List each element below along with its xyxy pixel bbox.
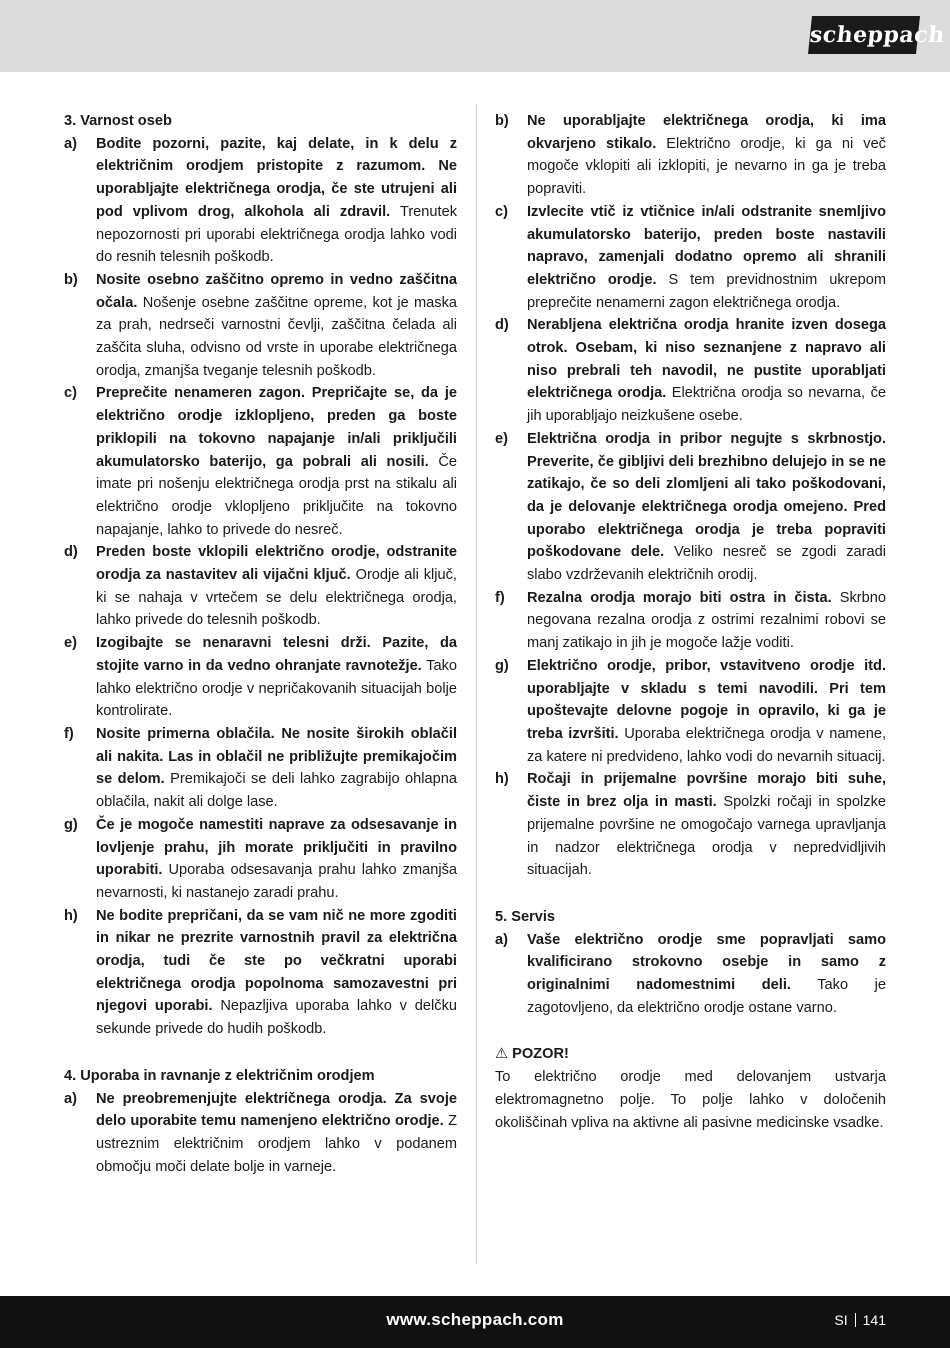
section-heading: 5. Servis xyxy=(495,908,556,925)
item-text xyxy=(527,314,886,428)
item-bold-text: Bodite pozorni, pazite, kaj delate, in k delu z električnim orodjem pristopite z razumom. Ne uporabljajte električnega orodja, če ste utrujeni ali pod vplivom drog, alkohola ali zdravil. xyxy=(96,135,457,220)
language-code: SI xyxy=(834,1312,848,1328)
item-text xyxy=(96,1088,457,1179)
item-text xyxy=(96,905,457,1041)
item-bold-text: Nerabljena električna orodja hranite izven dosega otrok. Osebam, ki niso seznanjene z napravo ali niso prebrali teh navodil, ne pustite uporabljati električnega orodja. xyxy=(527,317,886,402)
list-item xyxy=(64,133,457,269)
item-bold-text: Ročaji in prijemalne površine morajo biti suhe, čiste in brez olja in masti. xyxy=(527,771,886,811)
list-item xyxy=(495,929,886,1020)
section-gap xyxy=(495,882,886,906)
column-divider xyxy=(476,104,477,1264)
item-body-text: Skrbno negovana rezalna orodja z ostrimi rezalnimi robovi se manj zatikajo in jih je mogoče lažje voditi. xyxy=(527,589,886,652)
item-bold-text: Izogibajte se nenaravni telesni drži. Pazite, da stojite varno in da vedno ohranjate ravnotežje. xyxy=(96,635,457,674)
warning-triangle-icon: ⚠ xyxy=(495,1046,509,1063)
list-item xyxy=(64,1088,457,1179)
item-body-text: Če imate pri nošenju električnega orodja prst na stikalu ali električno orodje vklopljeno priključite na tokovno napajanje, lahko to privede do nesreč. xyxy=(96,453,457,538)
item-text xyxy=(527,587,886,655)
item-bold-text: Preprečite nenameren zagon. Prepričajte se, da je električno orodje izklopljeno, preden ga boste priklopili na tokovno napajanje in/ali priključili akumulatorsko baterijo, ga pobrali ali nosili. xyxy=(96,385,457,470)
list-item xyxy=(64,632,457,723)
list-item xyxy=(495,768,886,882)
scheppach-logo: scheppach xyxy=(808,16,920,54)
item-text xyxy=(96,133,457,269)
right-column xyxy=(495,110,886,1134)
item-body-text: Z ustreznim električnim orodjem lahko v podanem območju moči delate bolje in varneje. xyxy=(96,1113,457,1175)
item-body-text: Tako lahko električno orodje v nepričakovanih situacijah bolje kontrolirate. xyxy=(96,657,457,720)
section-tool-use-continued xyxy=(495,110,886,882)
section-gap xyxy=(64,1041,457,1065)
item-letter: g) xyxy=(64,816,78,833)
item-text xyxy=(96,632,457,723)
list-item xyxy=(64,814,457,905)
section-gap xyxy=(495,1019,886,1043)
item-text xyxy=(96,269,457,383)
item-bold-text: Izvlecite vtič iz vtičnice in/ali odstranite snemljivo akumulatorsko baterijo, preden boste nastavili napravo, zamenjali dodatno opremo ali shranili električno orodje. xyxy=(527,203,886,288)
item-text xyxy=(527,428,886,587)
item-text xyxy=(96,541,457,632)
item-letter: h) xyxy=(495,771,509,788)
item-text xyxy=(527,110,886,201)
item-text xyxy=(96,814,457,905)
item-letter: c) xyxy=(495,203,508,220)
item-letter: a) xyxy=(495,931,508,948)
list-item xyxy=(495,201,886,315)
item-bold-text: Električno orodje, pribor, vstavitveno orodje itd. uporabljajte v skladu s temi navodili. Pri tem upoštevajte delovne pogoje in opravilo, ki ga je treba izvršiti. xyxy=(527,657,886,742)
item-body-text: Veliko nesreč se zgodi zaradi slabo vzdrževanih električnih orodij. xyxy=(527,544,886,584)
item-text xyxy=(527,768,886,882)
section-personal-safety xyxy=(64,110,457,1041)
list-item xyxy=(64,269,457,383)
item-body-text: Električna orodja so nevarna, če jih uporabljajo neizkušene osebe. xyxy=(527,385,886,425)
list-item xyxy=(495,587,886,655)
item-letter: f) xyxy=(64,725,74,742)
item-body-text: Premikajoči se deli lahko zagrabijo ohlapna oblačila, nakit ali dolge lase. xyxy=(96,771,457,811)
page-number: 141 xyxy=(862,1312,886,1328)
item-body-text: Orodje ali ključ, ki se nahaja v vrtečem se delu električnega orodja, lahko privede do telesnih poškodb. xyxy=(96,567,457,629)
section-heading: 4. Uporaba in ravnanje z električnim orodjem xyxy=(64,1067,375,1084)
item-text xyxy=(527,201,886,315)
list-item xyxy=(64,905,457,1041)
item-letter: d) xyxy=(495,317,509,334)
item-bold-text: Električna orodja in pribor negujte s skrbnostjo. Preverite, če gibljivi deli brezhibno delujejo in se ne zatikajo, če so deli zlomljeni ali tako poškodovani, da je delovanje električnega orodja omejeno. Pred uporabo električnega orodja je treba popraviti poškodovane dele. xyxy=(527,430,886,561)
item-text xyxy=(96,382,457,541)
warning-title: POZOR! xyxy=(512,1046,569,1063)
item-letter: b) xyxy=(64,271,78,288)
item-letter: h) xyxy=(64,907,78,924)
item-text xyxy=(96,723,457,814)
item-bold-text: Nosite primerna oblačila. Ne nosite širokih oblačil ali nakita. Las in oblačil ne približujte premikajočim se delom. xyxy=(96,725,457,788)
item-body-text: Tako je zagotovljeno, da električno orodje ostane varno. xyxy=(527,977,886,1016)
item-letter: d) xyxy=(64,544,78,561)
item-letter: g) xyxy=(495,657,509,674)
warning-block xyxy=(495,1043,886,1134)
page-indicator xyxy=(834,1312,886,1328)
item-letter: a) xyxy=(64,1090,77,1107)
item-text xyxy=(527,929,886,1020)
warning-heading xyxy=(495,1043,886,1066)
footer-band xyxy=(0,1296,950,1348)
item-bold-text: Ne uporabljajte električnega orodja, ki ima okvarjeno stikalo. xyxy=(527,113,886,152)
item-bold-text: Ne bodite prepričani, da se vam nič ne more zgoditi in nikar ne prezrite varnostnih pravil za električna orodja, tudi če ste po večkratni uporabi električnega orodja popolnoma samozavestni pri njegovi uporabi. xyxy=(96,907,457,1015)
list-item xyxy=(495,428,886,587)
item-body-text: Nošenje osebne zaščitne opreme, kot je maska za prah, nedrseči varnostni čevlji, zaščitna čelada ali zaščita sluha, odvisno od vrste in uporabe električnega orodja, zmanjša tveganje telesnih poškodb. xyxy=(96,294,457,379)
item-letter: f) xyxy=(495,589,505,606)
item-bold-text: Nosite osebno zaščitno opremo in vedno zaščitna očala. xyxy=(96,271,457,311)
section-service xyxy=(495,906,886,1020)
warning-text: To električno orodje med delovanjem ustvarja elektromagnetno polje. To polje lahko v določenih okoliščinah vpliva na aktivne ali pasivne medicinske vsadke. xyxy=(495,1069,886,1131)
item-bold-text: Rezalna orodja morajo biti ostra in čista. xyxy=(527,589,832,606)
item-letter: c) xyxy=(64,385,77,402)
item-body-text: Trenutek nepozornosti pri uporabi električnega orodja lahko vodi do resnih telesnih poškodb. xyxy=(96,203,457,266)
list-item xyxy=(495,110,886,201)
item-body-text: Električno orodje, ki ga ni več mogoče vklopiti ali izklopiti, je nevarno in ga je treba popraviti. xyxy=(527,135,886,198)
list-item xyxy=(64,541,457,632)
item-body-text: Uporaba električnega orodja v namene, za katere ni predvideno, lahko vodi do nevarnih situacij. xyxy=(527,725,886,765)
left-column xyxy=(64,110,457,1178)
item-body-text: Spolzki ročaji in spolzke prijemalne površine ne omogočajo varnega upravljanja in nadzor električnega orodja v nepredvidljivih situacijah. xyxy=(527,794,886,879)
item-bold-text: Vaše električno orodje sme popravljati samo kvalificirano strokovno osebje in samo z originalnimi nadomestnimi deli. xyxy=(527,931,886,994)
footer-url-link[interactable]: www.scheppach.com xyxy=(386,1310,564,1329)
item-bold-text: Preden boste vklopili električno orodje, odstranite orodja za nastavitev ali vijačni ključ. xyxy=(96,544,457,584)
list-item xyxy=(495,314,886,428)
item-body-text: S tem previdnostnim ukrepom preprečite nenamerni zagon električnega orodja. xyxy=(527,271,886,311)
item-text xyxy=(527,655,886,769)
item-letter: e) xyxy=(64,635,77,652)
list-item xyxy=(495,655,886,769)
section-heading: 3. Varnost oseb xyxy=(64,113,172,129)
item-bold-text: Ne preobremenjujte električnega orodja. Za svoje delo uporabite temu namenjeno električno orodje. xyxy=(96,1090,457,1130)
item-body-text: Uporaba odsesavanja prahu lahko zmanjša nevarnosti, ki nastanejo zaradi prahu. xyxy=(96,862,457,901)
list-item xyxy=(64,723,457,814)
list-item xyxy=(64,382,457,541)
item-letter: a) xyxy=(64,135,77,152)
item-letter: b) xyxy=(495,113,509,129)
item-body-text: Nepazljiva uporaba lahko v delčku sekunde privede do hudih poškodb. xyxy=(96,998,457,1038)
section-tool-use xyxy=(64,1065,457,1179)
header-band xyxy=(0,0,950,72)
item-bold-text: Če je mogoče namestiti naprave za odsesavanje in lovljenje prahu, jih morate priključiti in pravilno uporabiti. xyxy=(96,816,457,879)
item-letter: e) xyxy=(495,430,508,447)
footer-separator xyxy=(855,1313,856,1327)
